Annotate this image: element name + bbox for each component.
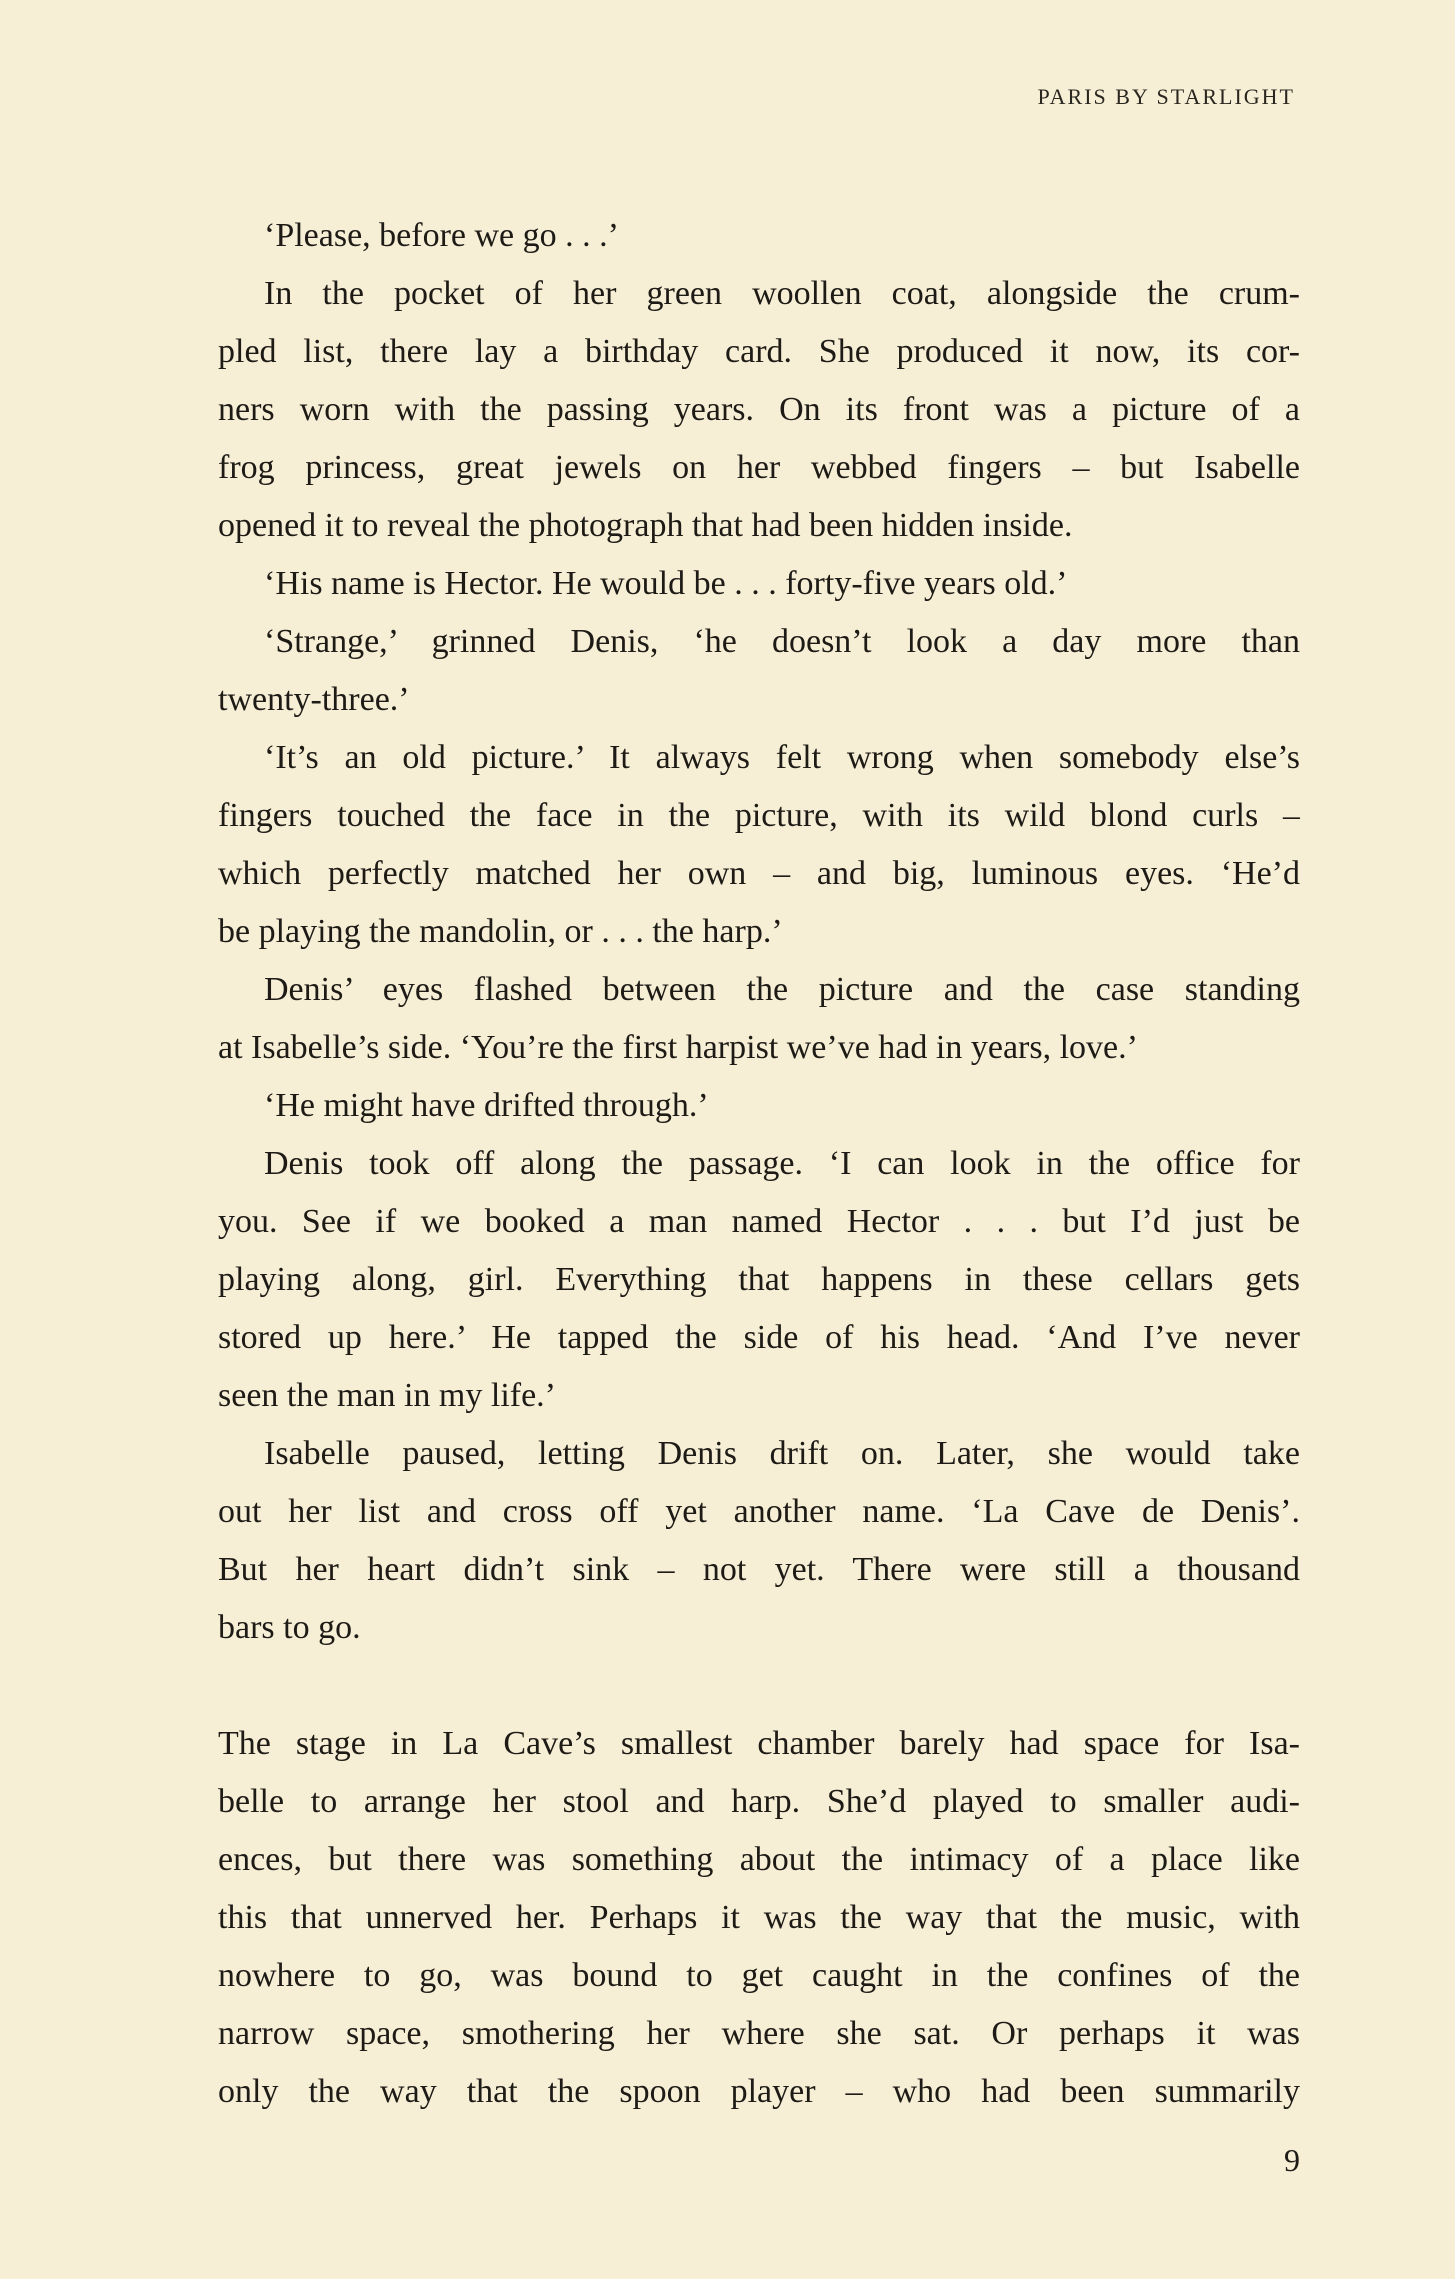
text-line: ‘His name is Hector. He would be . . . forty-five years old.’ [264,565,1068,602]
paragraph [218,555,1300,613]
text-line: Denis took off along the passage. ‘I can look in the office for [264,1145,1300,1182]
text-line: The stage in La Cave’s smallest chamber barely had space for Isa- [218,1725,1300,1762]
text-line: out her list and cross off yet another name. ‘La Cave de Denis’. [218,1493,1300,1530]
text-line: Denis’ eyes flashed between the picture and the case standing [264,971,1300,1008]
paragraph [218,729,1300,961]
section-break [218,1657,1300,1715]
paragraph [218,207,1300,265]
text-line: pled list, there lay a birthday card. She produced it now, its cor- [218,333,1300,370]
text-line: seen the man in my life.’ [218,1377,557,1414]
paragraph [218,1077,1300,1135]
text-line: fingers touched the face in the picture, with its wild blond curls – [218,797,1300,834]
text-line: ners worn with the passing years. On its front was a picture of a [218,391,1300,428]
text-line: playing along, girl. Everything that happens in these cellars gets [218,1261,1300,1298]
text-line: you. See if we booked a man named Hector . . . but I’d just be [218,1203,1300,1240]
text-line: only the way that the spoon player – who had been summarily [218,2073,1300,2110]
text-line: at Isabelle’s side. ‘You’re the first harpist we’ve had in years, love.’ [218,1029,1138,1066]
text-line: twenty-three.’ [218,681,410,718]
text-line: ences, but there was something about the intimacy of a place like [218,1841,1300,1878]
text-line: be playing the mandolin, or . . . the harp.’ [218,913,783,950]
text-line: ‘It’s an old picture.’ It always felt wrong when somebody else’s [264,739,1300,776]
text-line: But her heart didn’t sink – not yet. There were still a thousand [218,1551,1300,1588]
paragraph [218,961,1300,1077]
running-title: PARIS BY STARLIGHT [1037,84,1295,109]
body-text [218,207,1300,2121]
text-line: ‘He might have drifted through.’ [264,1087,709,1124]
paragraph [218,613,1300,729]
text-line: which perfectly matched her own – and big, luminous eyes. ‘He’d [218,855,1300,892]
paragraph [218,265,1300,555]
text-line: this that unnerved her. Perhaps it was the way that the music, with [218,1899,1300,1936]
text-line: belle to arrange her stool and harp. She’d played to smaller audi- [218,1783,1300,1820]
text-line: Isabelle paused, letting Denis drift on. Later, she would take [264,1435,1300,1472]
text-line: nowhere to go, was bound to get caught in the confines of the [218,1957,1300,1994]
paragraph [218,1135,1300,1425]
paragraph [218,1715,1300,2121]
text-line: narrow space, smothering her where she sat. Or perhaps it was [218,2015,1300,2052]
text-line: In the pocket of her green woollen coat, alongside the crum- [264,275,1300,312]
text-line: stored up here.’ He tapped the side of his head. ‘And I’ve never [218,1319,1300,1356]
text-line: opened it to reveal the photograph that had been hidden inside. [218,507,1073,544]
page-number: 9 [1284,2142,1300,2178]
text-line: frog princess, great jewels on her webbed fingers – but Isabelle [218,449,1300,486]
paragraph [218,1425,1300,1657]
text-line: ‘Please, before we go . . .’ [264,217,619,254]
text-line: bars to go. [218,1609,361,1646]
text-line: ‘Strange,’ grinned Denis, ‘he doesn’t look a day more than [264,623,1300,660]
